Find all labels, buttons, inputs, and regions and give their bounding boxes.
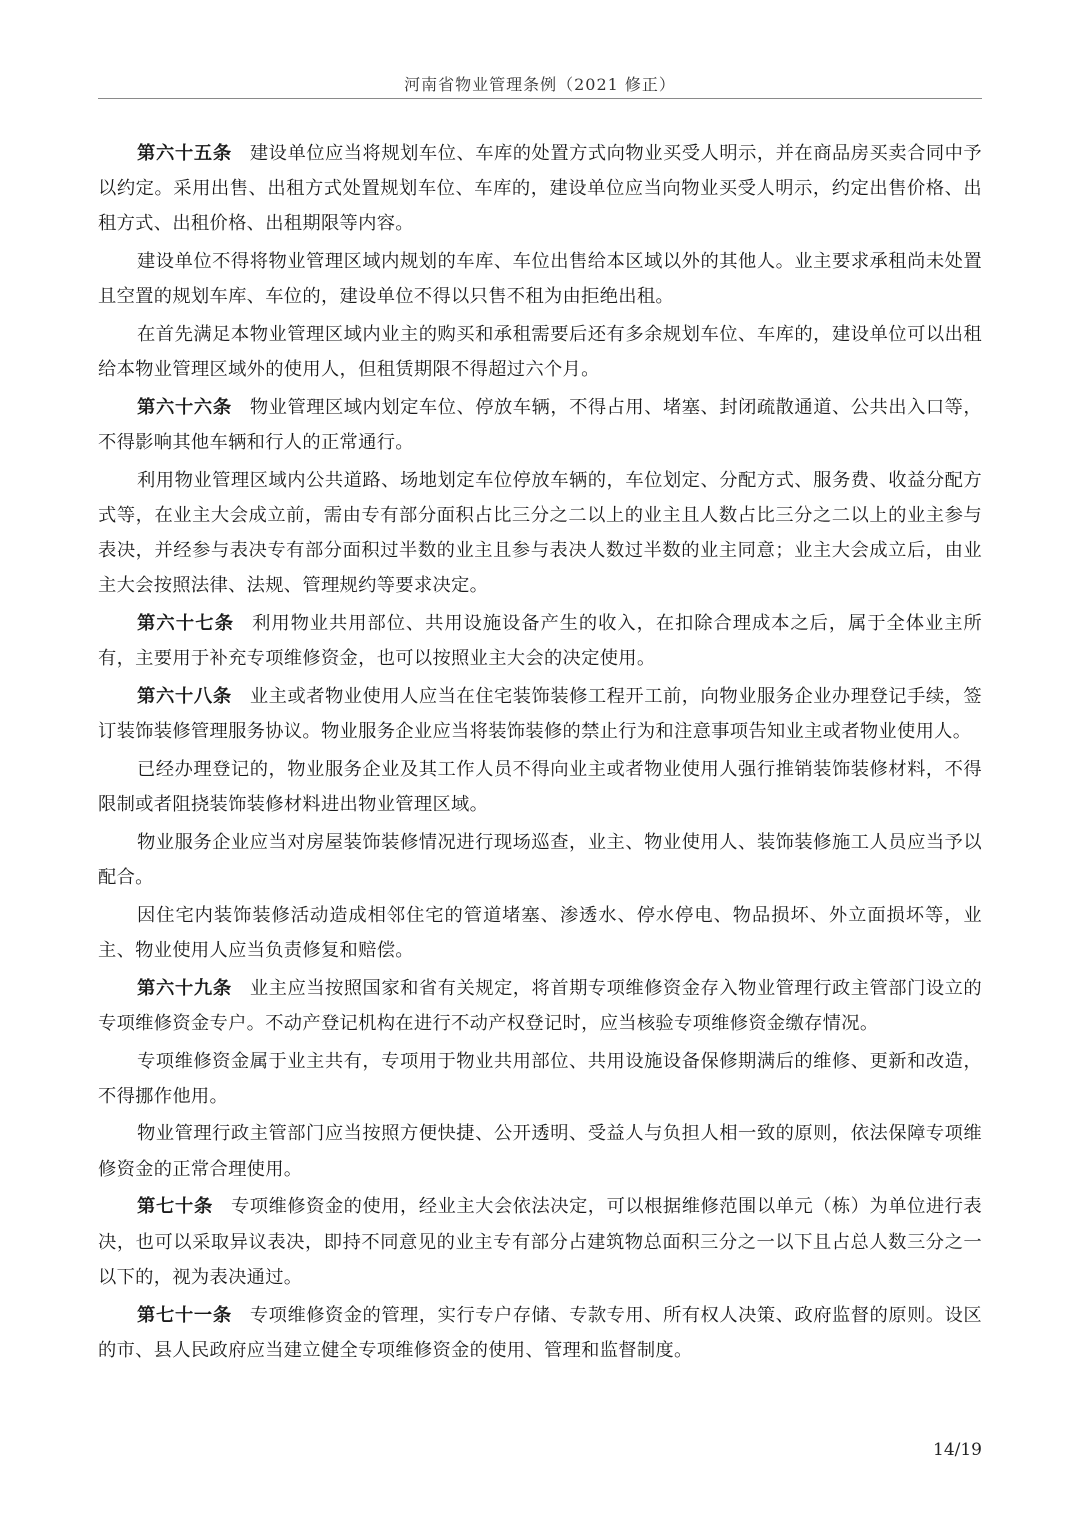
paragraph <box>98 1189 982 1295</box>
paragraph-text: 业主或者物业使用人应当在住宅装饰装修工程开工前，向物业服务企业办理登记手续，签订装饰装修管理服务协议。物业服务企业应当将装饰装修的禁止行为和注意事项告知业主或者物业使用人。 <box>98 686 983 743</box>
paragraph <box>98 390 982 460</box>
paragraph <box>98 679 982 749</box>
paragraph <box>98 463 982 604</box>
paragraph <box>98 898 982 968</box>
article-number: 第六十八条 <box>137 686 232 708</box>
paragraph-text: 专项维修资金属于业主共有，专项用于物业共用部位、共用设施设备保修期满后的维修、更新和改造，不得挪作他用。 <box>98 1050 982 1107</box>
page-number: 14/19 <box>933 1440 982 1460</box>
paragraph-text: 物业管理行政主管部门应当按照方便快捷、公开透明、受益人与负担人相一致的原则，依法保障专项维修资金的正常合理使用。 <box>98 1123 982 1180</box>
document-body <box>98 136 982 1370</box>
paragraph-text: 专项维修资金的使用，经业主大会依法决定，可以根据维修范围以单元（栋）为单位进行表决，也可以采取异议表决，即持不同意见的业主专有部分占建筑物总面积三分之一以下且占总人数三分之一以下的，视为表决通过。 <box>98 1196 983 1288</box>
header-divider <box>98 98 982 99</box>
paragraph-text: 因住宅内装饰装修活动造成相邻住宅的管道堵塞、渗透水、停水停电、物品损坏、外立面损坏等，业主、物业使用人应当负责修复和赔偿。 <box>98 904 982 961</box>
article-number: 第七十一条 <box>137 1304 232 1326</box>
paragraph-text: 利用物业共用部位、共用设施设备产生的收入，在扣除合理成本之后，属于全体业主所有，主要用于补充专项维修资金，也可以按照业主大会的决定使用。 <box>98 613 982 670</box>
paragraph-text: 建设单位不得将物业管理区域内规划的车库、车位出售给本区域以外的其他人。业主要求承租尚未处置且空置的规划车库、车位的，建设单位不得以只售不租为由拒绝出租。 <box>98 251 982 308</box>
paragraph <box>98 1044 982 1114</box>
article-number: 第六十九条 <box>137 977 232 999</box>
paragraph-text: 物业管理区域内划定车位、停放车辆，不得占用、堵塞、封闭疏散通道、公共出入口等，不得影响其他车辆和行人的正常通行。 <box>98 396 983 454</box>
paragraph <box>98 1298 982 1368</box>
paragraph-text: 建设单位应当将规划车位、车库的处置方式向物业买受人明示，并在商品房买卖合同中予以约定。采用出售、出租方式处置规划车位、车库的，建设单位应当向物业买受人明示，约定出售价格、出租方式、出租价格、出租期限等内容。 <box>98 143 983 235</box>
article-number: 第六十七条 <box>137 613 235 635</box>
paragraph <box>98 752 982 822</box>
paragraph <box>98 1116 982 1186</box>
paragraph-text: 已经办理登记的，物业服务企业及其工作人员不得向业主或者物业使用人强行推销装饰装修材料，不得限制或者阻挠装饰装修材料进出物业管理区域。 <box>98 758 982 816</box>
paragraph-text: 物业服务企业应当对房屋装饰装修情况进行现场巡查，业主、物业使用人、装饰装修施工人员应当予以配合。 <box>98 831 982 889</box>
article-number: 第六十六条 <box>137 396 232 418</box>
article-number: 第六十五条 <box>137 143 232 164</box>
paragraph-text: 利用物业管理区域内公共道路、场地划定车位停放车辆的，车位划定、分配方式、服务费、收益分配方式等，在业主大会成立前，需由专有部分面积占比三分之二以上的业主且人数占比三分之二以上的业主参与表决，并经参与表决专有部分面积过半数的业主且参与表决人数过半数的业主同意；业主大会成立后，由业主大会按照法律、法规、管理规约等要求决定。 <box>98 469 982 597</box>
document-header: 河南省物业管理条例（2021 修正） <box>404 75 676 94</box>
paragraph <box>98 606 982 676</box>
paragraph-text: 业主应当按照国家和省有关规定，将首期专项维修资金存入物业管理行政主管部门设立的专项维修资金专户。不动产登记机构在进行不动产权登记时，应当核验专项维修资金缴存情况。 <box>98 977 983 1034</box>
article-number: 第七十条 <box>137 1196 213 1218</box>
paragraph <box>98 244 982 314</box>
paragraph-text: 在首先满足本物业管理区域内业主的购买和承租需要后还有多余规划车位、车库的，建设单位可以出租给本物业管理区域外的使用人，但租赁期限不得超过六个月。 <box>98 324 982 381</box>
paragraph <box>98 971 982 1041</box>
paragraph <box>98 136 982 242</box>
paragraph <box>98 825 982 895</box>
paragraph <box>98 317 982 387</box>
paragraph-text: 专项维修资金的管理，实行专户存储、专款专用、所有权人决策、政府监督的原则。设区的市、县人民政府应当建立健全专项维修资金的使用、管理和监督制度。 <box>98 1304 983 1361</box>
